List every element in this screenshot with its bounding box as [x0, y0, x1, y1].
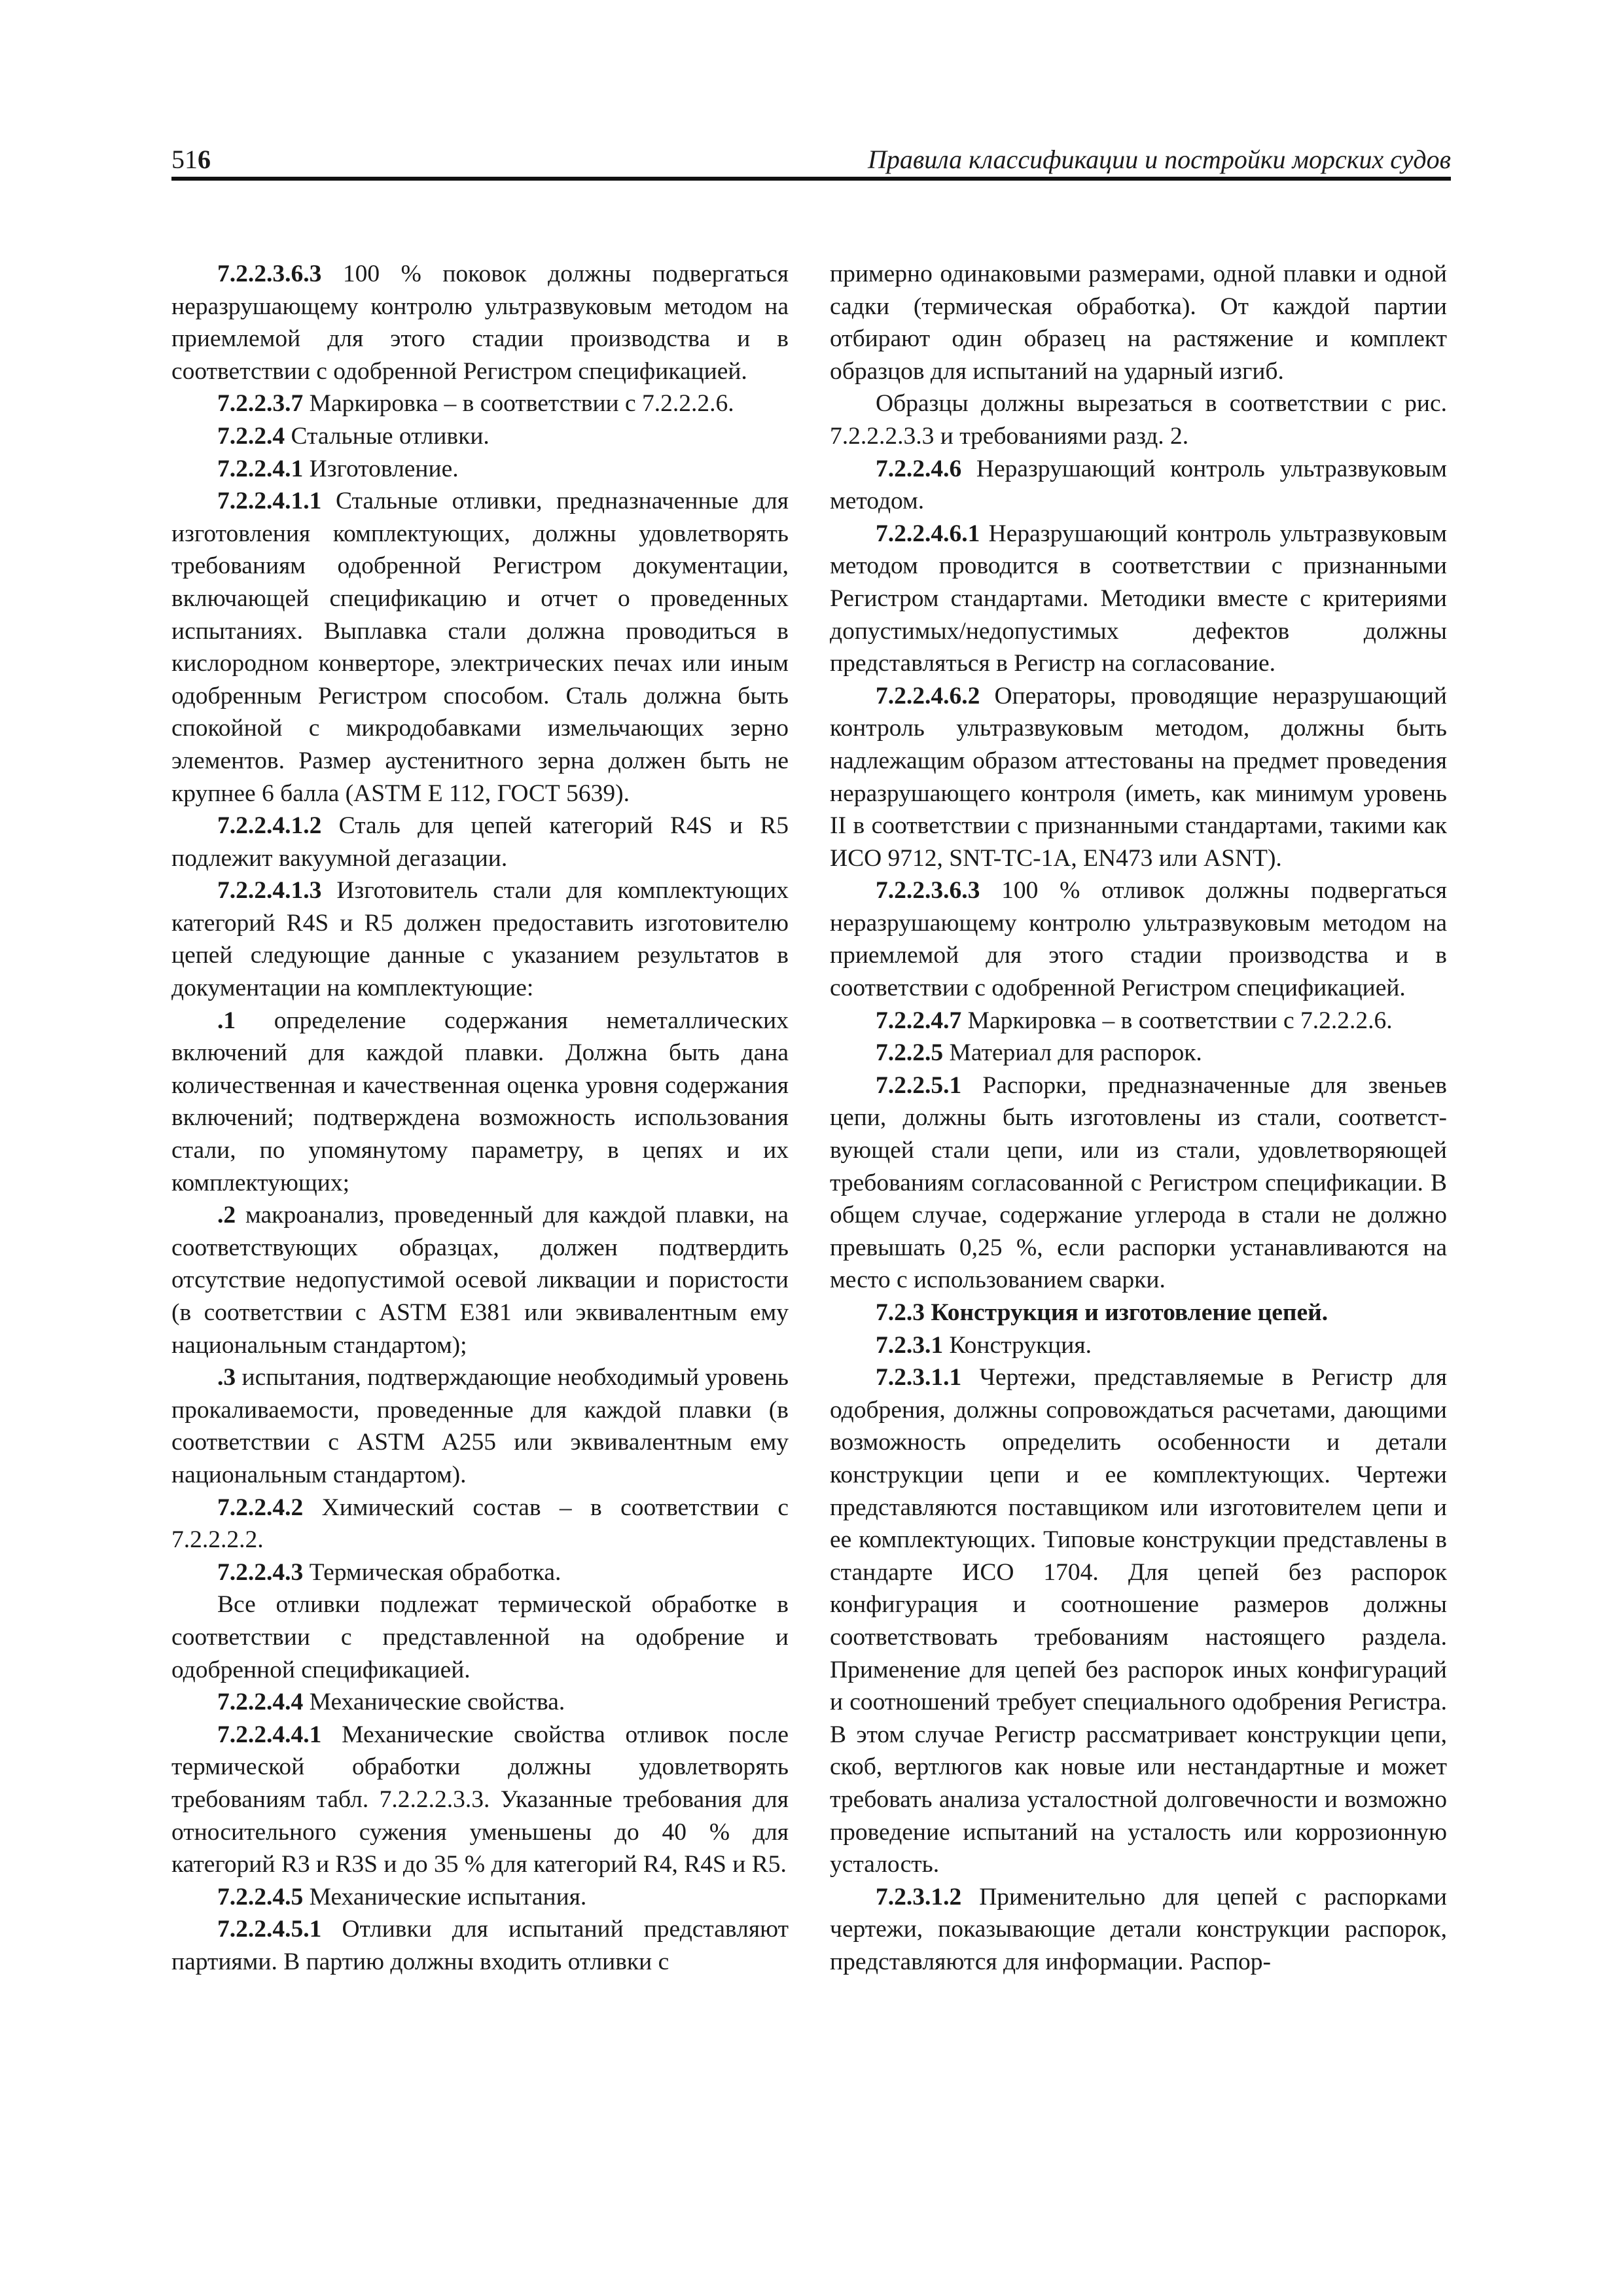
paragraph [171, 1005, 789, 1200]
clause-text: Конструкция. [943, 1331, 1092, 1359]
paragraph [830, 1881, 1447, 1979]
clause-number: 7.2.2.4.5.1 [217, 1916, 322, 1943]
clause-number: 7.2.2.4.1 [217, 455, 304, 482]
clause-text: 100 % поковок должны подвергаться неразрушающему контролю ультразвуковым методом на приемлемой для этого стадии производства и в соответствии с одобренной Регистром спецификацией. [171, 260, 789, 385]
clause-text: 100 % отливок должны подвергаться неразрушающему контролю ультразвуковым методом на приемлемой для этого стадии производства и в соответствии с одобренной Регистром спецификацией. [830, 877, 1447, 1002]
clause-number: .2 [217, 1202, 236, 1229]
paragraph [830, 258, 1447, 387]
clause-text: Образцы должны вырезаться в соответствии с рис. 7.2.2.2.3.3 и требованиями разд. 2. [830, 390, 1447, 450]
clause-number: 7.2.2.4.2 [217, 1494, 304, 1521]
page-number: 516 [171, 145, 211, 174]
paragraph [171, 1881, 789, 1914]
paragraph [830, 387, 1447, 452]
clause-text: Стальные отливки, предназначенные для изготовления комплектующих, должны удовлетворять требованиям одобренной Регистром документации, включающей спецификацию и отчет о проведенных испытаниях. Выплавка стали должна проводиться в кислородном конверторе, электрических печах или иным одобренным Регистром способом. Сталь должна быть спокойной с микродобавками измельчающих зерно элементов. Размер аустенитного зерна должен быть не крупнее 6 балла (ASTM E 112, ГОСТ 5639). [171, 488, 789, 807]
clause-text: Отливки для испытаний представляют партиями. В партию должны входить отливки с [171, 1916, 789, 1975]
clause-text: Маркировка – в соответствии с 7.2.2.2.6. [961, 1007, 1393, 1034]
clause-text: Изготовитель стали для комплектующих категорий R4S и R5 должен предоставить изготовителю цепей следующие данные с указанием результатов в документации на комплектующие: [171, 877, 789, 1002]
clause-text: Химический состав – в соответствии с 7.2.2.2.2. [171, 1494, 789, 1554]
clause-number: 7.2.3.1 [876, 1331, 944, 1359]
clause-text: Механические свойства отливок после термической обработки должны удовлетворять требованиям табл. 7.2.2.2.3.3. Указанные требования для относительного сужения уменьшены до 40 % для категорий R3 и R3S и до 35 % для категорий R4, R4S и R5. [171, 1721, 789, 1878]
paragraph [171, 1492, 789, 1556]
clause-number: 7.2.2.3.6.3 [217, 260, 322, 287]
clause-number: 7.2.2.4.1.3 [217, 877, 322, 905]
clause-text: Неразрушающий контроль ультразвуковым методом проводится в соответствии с признанными Регистром стандартами. Методики вместе с критериями допустимых/недопустимых дефектов должны представляться в Регистр на согласование. [830, 520, 1447, 677]
clause-text: Все отливки подлежат термической обработке в соответствии с представленной на одобрение и одобренной спецификацией. [171, 1591, 789, 1683]
clause-text: испытания, подтверждающие необходимый уровень прокаливаемости, проведенные для каждой плавки (в соответствии с ASTM A255 или эквивалентным ему национальным стандартом). [171, 1364, 789, 1488]
paragraph [171, 1588, 789, 1686]
clause-number: 7.2.2.5 [876, 1039, 944, 1067]
clause-number: 7.2.2.4.4 [217, 1689, 304, 1716]
clause-text: Неразрушающий контроль ультразвуковым методом. [830, 455, 1447, 515]
clause-number: 7.2.2.4.6.1 [876, 520, 980, 547]
clause-number: .3 [217, 1364, 236, 1391]
paragraph [171, 1719, 789, 1881]
clause-text: Механические испытания. [303, 1883, 587, 1910]
clause-number: 7.2.3 Конструкция и изготовление цепей. [876, 1299, 1329, 1326]
paragraph [830, 1069, 1447, 1297]
clause-number: 7.2.2.5.1 [876, 1071, 962, 1099]
running-title: Правила классификации и постройки морских судов [867, 145, 1451, 174]
paragraph [171, 874, 789, 1004]
clause-text: Изготовление. [303, 455, 459, 482]
clause-number: 7.2.2.4.5 [217, 1883, 304, 1910]
clause-number: 7.2.3.1.2 [876, 1883, 962, 1910]
left-column [171, 258, 789, 1978]
paragraph [171, 453, 789, 486]
clause-number: 7.2.2.4.6.2 [876, 682, 980, 709]
clause-number: 7.2.2.4.4.1 [217, 1721, 322, 1748]
paragraph [171, 1361, 789, 1491]
paragraph [171, 1913, 789, 1978]
paragraph [830, 680, 1447, 875]
paragraph [171, 420, 789, 453]
paragraph [171, 387, 789, 420]
clause-text: Маркировка – в соответствии с 7.2.2.2.6. [303, 390, 734, 418]
clause-number: 7.2.2.4 [217, 422, 285, 450]
clause-number: 7.2.2.3.6.3 [876, 877, 980, 905]
clause-text: Сталь для цепей категорий R4S и R5 подлежит вакуумной дегазации. [171, 812, 789, 872]
paragraph [830, 518, 1447, 680]
clause-text: макроанализ, проведенный для каждой плавки, на соответствующих образцах, должен подтвердить отсутствие недопустимой осевой ликвации и пористости (в соответствии с ASTM E381 или эквивалентным ему национальным стандартом); [171, 1202, 789, 1359]
clause-text: Стальные отливки. [285, 422, 490, 450]
clause-number: 7.2.2.4.6 [876, 455, 962, 482]
clause-text: примерно одинаковыми размерами, одной плавки и одной садки (термическая обработка). От каждой партии отбирают один образец на растяжение и комплект образцов для испытаний на ударный изгиб. [830, 260, 1447, 385]
paragraph [830, 1297, 1447, 1329]
paragraph [830, 1037, 1447, 1069]
paragraph [171, 1686, 789, 1719]
clause-text: определение содержания неметаллических включений для каждой плавки. Должна быть дана количественная и качественная оценка уровня содержания включений; подтверждена возможность использования стали, по упомянутому параметру, в цепях и их комплектующих; [171, 1007, 789, 1196]
clause-text: Термическая обработка. [303, 1558, 562, 1586]
clause-number: 7.2.2.4.1.1 [217, 488, 322, 515]
clause-text: Чертежи, представляемые в Регистр для одобрения, должны сопровождаться расчетами, дающими возможность определить особенности и детали конструкции цепи и ее комплектующих. Чертежи представляются поставщиком или изготовителем цепи и ее комплектующих. Типовые конструкции представлены в стандарте ИСО 1704. Для цепей без распорок конфигурация и соотношение размеров должны соответствовать требованиям настоящего раздела. Применение для цепей без распорок иных конфигураций и соотношений требует специального одобрения Регистра. В этом случае Регистр рассматривает конструкции цепи, скоб, вертлюгов как новые или нестандартные и может требовать анализа усталостной долговечности и возможно проведение испытаний на усталость или коррозионную усталость. [830, 1364, 1447, 1878]
paragraph [830, 1329, 1447, 1362]
paragraph [830, 1005, 1447, 1037]
paragraph [171, 258, 789, 387]
paragraph [171, 810, 789, 874]
paragraph [830, 453, 1447, 518]
clause-text: Механические свойства. [303, 1689, 565, 1716]
paragraph [171, 485, 789, 810]
paragraph [171, 1556, 789, 1589]
clause-number: 7.2.2.4.1.2 [217, 812, 322, 840]
paragraph [171, 1199, 789, 1361]
clause-number: 7.2.3.1.1 [876, 1364, 962, 1391]
paragraph [830, 874, 1447, 1004]
paragraph [830, 1361, 1447, 1881]
clause-number: 7.2.2.4.3 [217, 1558, 304, 1586]
clause-number: .1 [217, 1007, 236, 1034]
clause-text: Операторы, проводящие неразрушающий контроль ультразвуковым методом, должны быть надлежащим образом аттестованы на предмет проведения неразрушающего контроля (иметь, как минимум уровень II в соответствии с признанными стандартами, такими как ИСО 9712, SNT-TC-1A, EN473 или ASNT). [830, 682, 1447, 872]
clause-text: Применительно для цепей с распорками чертежи, показывающие детали конструкции распорок, представляются для информации. Распор- [830, 1883, 1447, 1975]
right-column [830, 258, 1447, 1978]
clause-number: 7.2.2.3.7 [217, 390, 304, 418]
page-header [171, 145, 1451, 181]
clause-text: Распорки, предназначенные для звеньев цепи, должны быть изготовлены из стали, соответствующей стали цепи, или из стали, удовлетворяющей требованиям согласованной с Регистром спецификации. В общем случае, содержание углерода в стали не должно превышать 0,25 %, если распорки устанавливаются на место с использованием сварки. [830, 1071, 1447, 1294]
clause-text: Материал для распорок. [943, 1039, 1202, 1067]
clause-number: 7.2.2.4.7 [876, 1007, 962, 1034]
